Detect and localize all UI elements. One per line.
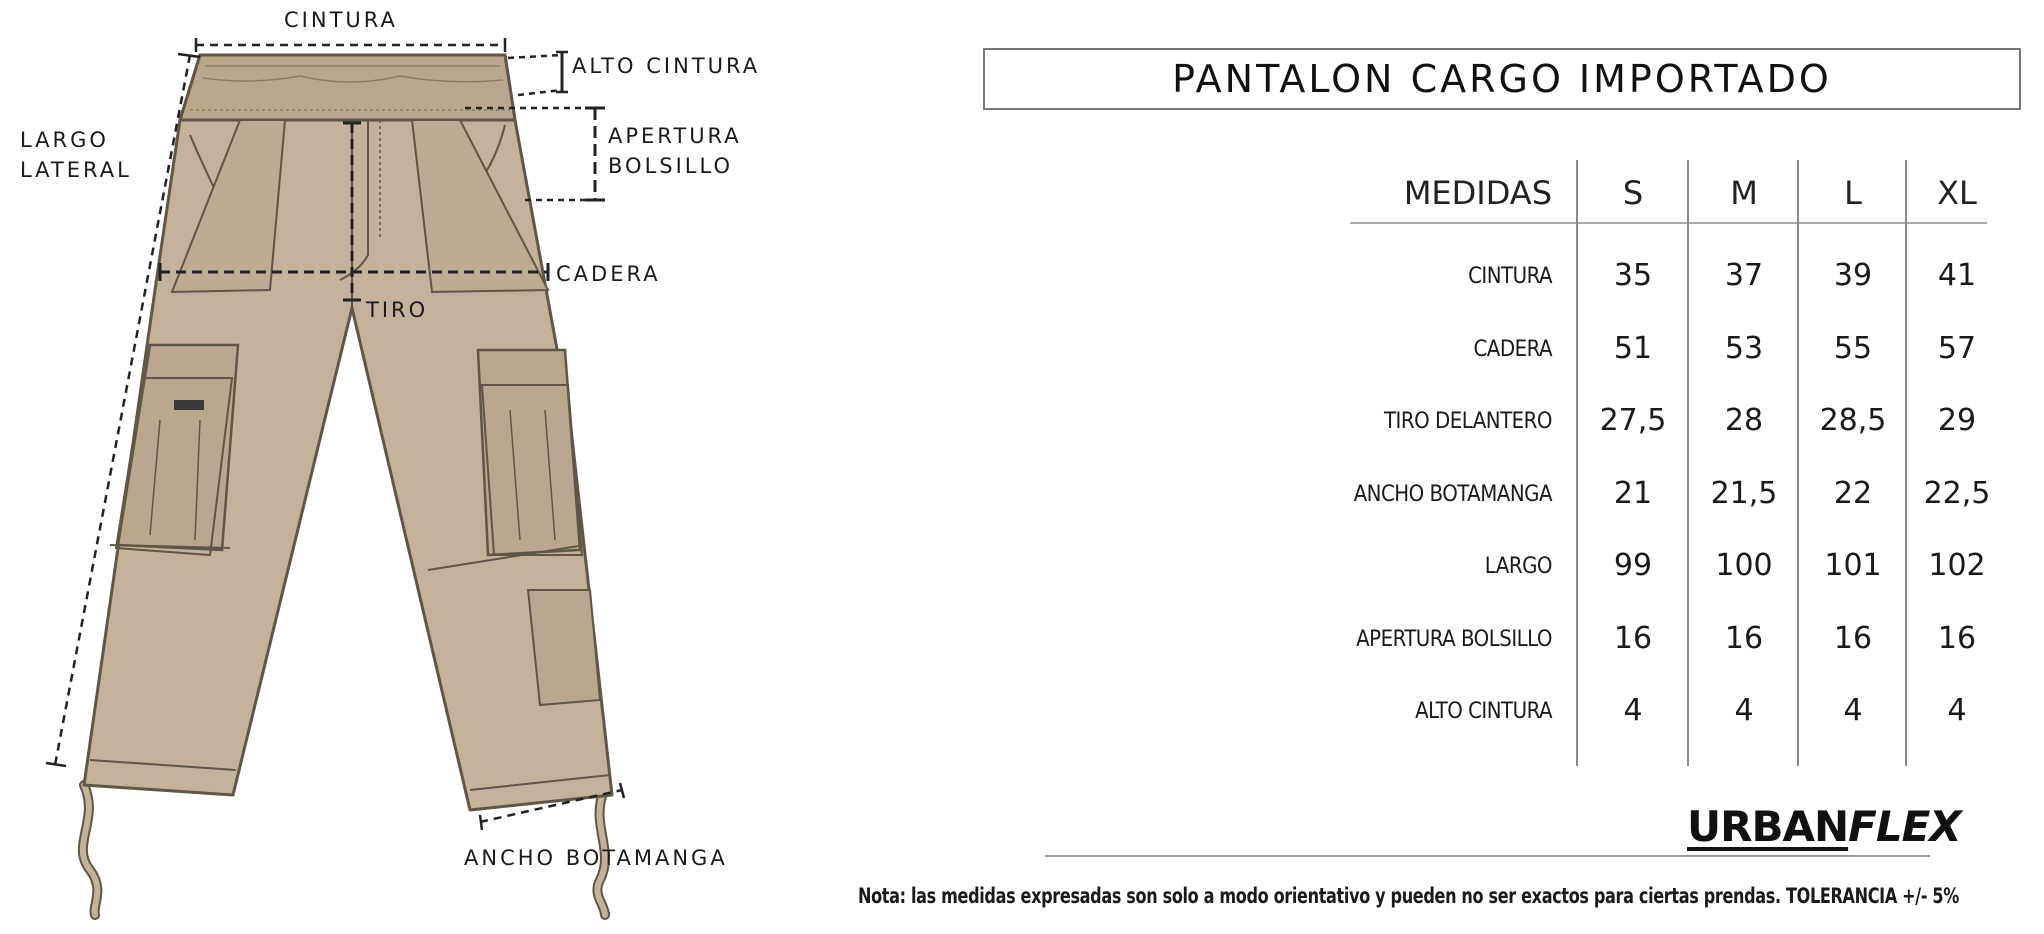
cargo-pants-icon bbox=[83, 55, 612, 915]
table-cell: 22 bbox=[1833, 475, 1873, 511]
brand-logo: URBANFLEX bbox=[1687, 802, 1961, 851]
title-box bbox=[983, 48, 2021, 110]
label-cadera: CADERA bbox=[556, 262, 661, 286]
row-label: TIRO DELANTERO bbox=[1383, 409, 1552, 434]
label-apertura: APERTURA bbox=[608, 124, 742, 148]
row-label: ALTO CINTURA bbox=[1415, 699, 1552, 724]
table-cell: 28 bbox=[1724, 403, 1764, 438]
table-cell: 4 bbox=[1947, 693, 1967, 728]
label-cintura: CINTURA bbox=[284, 8, 398, 32]
table-cell: 4 bbox=[1623, 693, 1643, 728]
row-label: CADERA bbox=[1473, 336, 1552, 362]
table-cell: 37 bbox=[1724, 258, 1764, 293]
size-header: XL bbox=[1937, 174, 1977, 212]
table-cell: 102 bbox=[1928, 548, 1986, 583]
table-cell: 16 bbox=[1613, 620, 1653, 656]
table-cell: 16 bbox=[1724, 620, 1764, 656]
table-cell: 53 bbox=[1724, 330, 1764, 366]
table-cell: 35 bbox=[1613, 258, 1653, 293]
footnote: Nota: las medidas expresadas son solo a modo orientativo y pueden no ser exactos para ciertas prendas. TOLERANCIA +/- 5% bbox=[858, 884, 1959, 909]
table-cell: 28,5 bbox=[1819, 403, 1887, 438]
label-ancho-botamanga: ANCHO BOTAMANGA bbox=[464, 846, 728, 870]
table-cell: 55 bbox=[1833, 330, 1873, 366]
header-medidas: MEDIDAS bbox=[1403, 174, 1552, 212]
table-cell: 27,5 bbox=[1599, 403, 1667, 438]
column-divider bbox=[1797, 160, 1799, 766]
table-cell: 22,5 bbox=[1923, 475, 1991, 511]
row-label: APERTURA BOLSILLO bbox=[1356, 626, 1552, 652]
column-divider bbox=[1576, 160, 1578, 766]
row-label: ANCHO BOTAMANGA bbox=[1353, 481, 1552, 507]
table-cell: 57 bbox=[1937, 330, 1977, 366]
label-bolsillo: BOLSILLO bbox=[608, 154, 733, 178]
table-cell: 4 bbox=[1843, 693, 1863, 728]
table-cell: 21 bbox=[1613, 475, 1653, 511]
table-cell: 51 bbox=[1613, 330, 1653, 366]
column-divider bbox=[1905, 160, 1907, 766]
table-cell: 41 bbox=[1937, 258, 1977, 293]
size-header: S bbox=[1622, 174, 1644, 212]
table-cell: 21,5 bbox=[1710, 475, 1778, 511]
column-divider bbox=[1687, 160, 1689, 766]
row-label: CINTURA bbox=[1468, 264, 1552, 289]
label-lateral: LATERAL bbox=[20, 158, 132, 182]
header-divider bbox=[1350, 222, 1987, 224]
page-title: PANTALON CARGO IMPORTADO bbox=[1172, 57, 1832, 101]
label-alto-cintura: ALTO CINTURA bbox=[572, 54, 761, 78]
size-header: M bbox=[1730, 174, 1758, 212]
row-label: LARGO bbox=[1484, 554, 1552, 579]
table-cell: 99 bbox=[1613, 548, 1653, 583]
label-tiro: TIRO bbox=[366, 298, 429, 322]
table-cell: 16 bbox=[1937, 620, 1977, 656]
size-header: L bbox=[1844, 174, 1862, 212]
table-cell: 16 bbox=[1833, 620, 1873, 656]
table-cell: 39 bbox=[1833, 258, 1873, 293]
note-divider bbox=[1045, 855, 1930, 857]
table-cell: 101 bbox=[1824, 548, 1882, 583]
table-cell: 29 bbox=[1937, 403, 1977, 438]
table-cell: 4 bbox=[1734, 693, 1754, 728]
table-cell: 100 bbox=[1715, 548, 1773, 583]
label-largo: LARGO bbox=[20, 128, 109, 152]
